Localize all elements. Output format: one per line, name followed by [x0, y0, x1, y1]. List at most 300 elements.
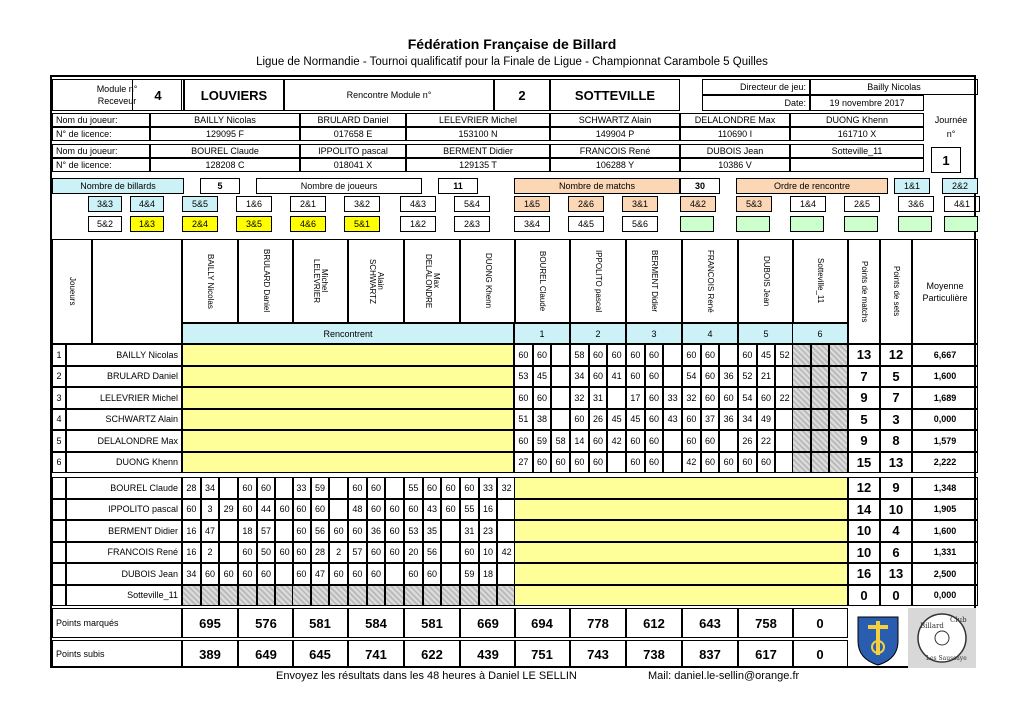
name-label: Nom du joueur:: [52, 144, 150, 158]
points-sets: 12: [880, 344, 912, 366]
score-cell: 60: [607, 344, 626, 366]
row-number-blank: [52, 499, 66, 521]
order-slot: 3&5: [236, 216, 272, 232]
score-cell: [811, 366, 830, 388]
score-cell: 32: [497, 477, 516, 499]
score-cell: 22: [757, 430, 776, 452]
module-label-1: Module n°: [96, 84, 138, 94]
score-cell: [385, 585, 404, 607]
score-cell: [460, 585, 479, 607]
score-cell: 16: [479, 499, 498, 521]
column-away-player-name: BERMENT Didier: [650, 249, 659, 313]
joueurs-text: Joueurs: [68, 277, 77, 306]
score-cell: 60: [329, 563, 348, 585]
order-slot: 1&5: [514, 196, 550, 212]
score-cell: 10: [479, 542, 498, 564]
score-cell: 56: [423, 542, 442, 564]
blank-zone: [182, 366, 514, 388]
score-cell: [219, 542, 238, 564]
score-cell: 60: [626, 452, 645, 474]
order-slot: 4&3: [400, 196, 436, 212]
row-number: 1: [52, 344, 66, 366]
column-away-player-name: IPPOLITO pascal: [594, 249, 603, 313]
score-cell: 60: [367, 542, 386, 564]
home-player-name: DUONG Khenn: [790, 113, 924, 127]
order-slot-empty: [844, 216, 878, 232]
blank-zone: [182, 409, 514, 431]
column-away-player-name: BOUREL Claude: [538, 250, 547, 312]
away-player-name: IPPOLITO pascal: [300, 144, 406, 158]
score-cell: 60: [682, 430, 701, 452]
matchs-count: 30: [680, 178, 720, 194]
score-cell: 16: [182, 542, 201, 564]
away-team: SOTTEVILLE: [550, 79, 680, 111]
row-number: 6: [52, 452, 66, 474]
score-cell: 60: [367, 499, 386, 521]
score-cell: 43: [423, 499, 442, 521]
order-slot: 3&1: [622, 196, 658, 212]
column-number: 6: [792, 323, 848, 344]
score-cell: 49: [757, 409, 776, 431]
points-subis-value: 837: [682, 640, 738, 668]
score-cell: 18: [479, 563, 498, 585]
score-cell: [441, 520, 460, 542]
score-cell: 34: [570, 366, 589, 388]
score-cell: 32: [682, 387, 701, 409]
score-cell: 37: [701, 409, 720, 431]
score-cell: 27: [514, 452, 533, 474]
points-marques-value: 0: [792, 608, 848, 638]
home-player-licence: 153100 N: [406, 127, 550, 141]
order-slot: 2&3: [454, 216, 490, 232]
score-cell: [385, 477, 404, 499]
score-cell: 60: [645, 366, 664, 388]
score-cell: 38: [533, 409, 552, 431]
ordre-1: 1&1: [894, 178, 930, 194]
score-cell: [719, 430, 738, 452]
points-subis-value: 649: [238, 640, 294, 668]
score-cell: 60: [385, 499, 404, 521]
points-sets-text: Points de sets: [892, 266, 901, 317]
score-cell: [219, 477, 238, 499]
row-number-blank: [52, 563, 66, 585]
score-cell: 60: [348, 477, 367, 499]
joueurs-count: 11: [438, 178, 478, 194]
score-cell: [607, 387, 626, 409]
points-sets-header: [880, 239, 912, 344]
score-cell: 56: [311, 520, 330, 542]
coat-of-arms-logo: [850, 611, 906, 667]
score-cell: 34: [182, 563, 201, 585]
score-cell: 60: [238, 499, 257, 521]
points-subis-label: Points subis: [52, 640, 182, 668]
column-home-player-name: BAILLY Nicolas: [206, 253, 215, 309]
score-cell: 32: [570, 387, 589, 409]
journee-label-2: n°: [946, 129, 956, 139]
score-cell: [607, 452, 626, 474]
score-cell: [479, 585, 498, 607]
order-slot: 3&3: [88, 196, 122, 212]
score-cell: [219, 585, 238, 607]
score-cell: 60: [348, 563, 367, 585]
score-cell: [811, 344, 830, 366]
score-cell: 60: [385, 542, 404, 564]
points-marques-value: 758: [738, 608, 794, 638]
score-cell: 34: [201, 477, 220, 499]
score-cell: [719, 344, 738, 366]
score-cell: 2: [329, 542, 348, 564]
score-cell: 42: [682, 452, 701, 474]
ordre-2: 2&2: [942, 178, 978, 194]
points-marques-value: 576: [238, 608, 294, 638]
module-number: 4: [132, 79, 184, 111]
column-away-player: [570, 239, 626, 323]
score-cell: 22: [775, 387, 794, 409]
score-cell: [829, 366, 848, 388]
column-home-player: [460, 239, 516, 323]
score-cell: 60: [311, 499, 330, 521]
score-cell: 60: [589, 452, 608, 474]
blank-zone: [514, 477, 848, 499]
row-number: 5: [52, 430, 66, 452]
score-cell: 60: [514, 344, 533, 366]
moyenne: 1,331: [912, 542, 978, 564]
row-number-blank: [52, 520, 66, 542]
score-cell: 60: [626, 366, 645, 388]
corner-blank: [92, 239, 182, 344]
points-sets: 0: [880, 585, 912, 607]
column-away-player: [682, 239, 738, 323]
score-cell: 33: [479, 477, 498, 499]
score-cell: 60: [701, 344, 720, 366]
score-cell: [663, 366, 682, 388]
score-cell: [663, 344, 682, 366]
points-matchs: 13: [848, 344, 880, 366]
points-sets: 9: [880, 477, 912, 499]
column-number: 3: [626, 323, 682, 344]
order-slot-empty: [898, 216, 932, 232]
row-player-name: BOUREL Claude: [66, 477, 182, 499]
score-cell: [551, 366, 570, 388]
moyenne: 0,000: [912, 585, 978, 607]
score-cell: 60: [626, 344, 645, 366]
ordre-label: Ordre de rencontre: [736, 178, 888, 194]
score-cell: 60: [441, 499, 460, 521]
billards-label: Nombre de billards: [52, 178, 184, 194]
order-slot: 3&2: [344, 196, 380, 212]
points-sets: 10: [880, 499, 912, 521]
score-cell: 42: [607, 430, 626, 452]
score-cell: 60: [367, 563, 386, 585]
points-matchs: 10: [848, 542, 880, 564]
date-value: 19 novembre 2017: [810, 95, 924, 111]
points-sets: 13: [880, 563, 912, 585]
score-cell: [404, 585, 423, 607]
score-cell: [201, 585, 220, 607]
score-cell: 33: [663, 387, 682, 409]
score-cell: 60: [275, 499, 294, 521]
score-cell: [829, 387, 848, 409]
score-cell: [792, 409, 811, 431]
order-slot: 5&2: [88, 216, 122, 232]
score-cell: 60: [385, 520, 404, 542]
column-home-player: [404, 239, 460, 323]
row-number: 3: [52, 387, 66, 409]
score-cell: 31: [589, 387, 608, 409]
matchs-label: Nombre de matchs: [514, 178, 680, 194]
score-cell: 60: [701, 387, 720, 409]
order-slot-empty: [790, 216, 824, 232]
score-cell: [829, 344, 848, 366]
points-subis-value: 0: [792, 640, 848, 668]
score-cell: 60: [329, 520, 348, 542]
away-player-name: Sotteville_11: [790, 144, 924, 158]
away-player-name: BOUREL Claude: [150, 144, 300, 158]
column-away-player: [514, 239, 570, 323]
order-slot: 3&4: [514, 216, 550, 232]
score-cell: 60: [645, 344, 664, 366]
score-cell: 23: [479, 520, 498, 542]
points-marques-label: Points marqués: [52, 608, 182, 638]
home-player-licence: 129095 F: [150, 127, 300, 141]
date-label: Date:: [702, 95, 810, 111]
points-matchs: 16: [848, 563, 880, 585]
points-subis-value: 738: [626, 640, 682, 668]
score-cell: 60: [348, 520, 367, 542]
score-cell: 60: [219, 563, 238, 585]
score-cell: [829, 409, 848, 431]
score-cell: 60: [460, 542, 479, 564]
footer-note: Envoyez les résultats dans les 48 heures à Daniel LE SELLIN: [276, 670, 577, 682]
row-player-name: BRULARD Daniel: [66, 366, 182, 388]
column-away-player-name: FRANCOIS René: [706, 249, 715, 313]
points-marques-value: 643: [682, 608, 738, 638]
score-cell: 60: [551, 452, 570, 474]
score-cell: 43: [663, 409, 682, 431]
score-cell: 29: [219, 499, 238, 521]
score-cell: [441, 542, 460, 564]
score-cell: 34: [738, 409, 757, 431]
points-matchs: 10: [848, 520, 880, 542]
row-number-blank: [52, 477, 66, 499]
score-cell: 45: [607, 409, 626, 431]
score-cell: 60: [682, 344, 701, 366]
score-cell: 60: [570, 452, 589, 474]
home-player-licence: 149904 P: [550, 127, 680, 141]
order-slot-empty: [680, 216, 714, 232]
score-cell: 60: [589, 344, 608, 366]
score-cell: 60: [238, 477, 257, 499]
score-cell: 60: [533, 452, 552, 474]
score-cell: 35: [423, 520, 442, 542]
points-subis-value: 645: [292, 640, 348, 668]
score-cell: 60: [292, 520, 311, 542]
home-player-licence: 017658 E: [300, 127, 406, 141]
column-home-player-first: Alain: [376, 272, 385, 290]
score-cell: 45: [533, 366, 552, 388]
order-slot: 4&5: [568, 216, 604, 232]
points-marques-value: 581: [292, 608, 348, 638]
score-cell: 60: [701, 366, 720, 388]
journee-label: Journée: [934, 115, 968, 125]
moyenne: 1,579: [912, 430, 978, 452]
score-cell: [811, 430, 830, 452]
score-cell: 60: [533, 344, 552, 366]
score-cell: 60: [589, 430, 608, 452]
score-cell: 42: [497, 542, 516, 564]
row-player-name: SCHWARTZ Alain: [66, 409, 182, 431]
score-cell: [238, 585, 257, 607]
column-away-player: [738, 239, 794, 323]
score-cell: [663, 452, 682, 474]
order-slot: 5&4: [454, 196, 490, 212]
score-cell: 60: [701, 452, 720, 474]
score-cell: 60: [275, 542, 294, 564]
score-cell: 20: [404, 542, 423, 564]
moyenne: 2,222: [912, 452, 978, 474]
score-cell: [311, 585, 330, 607]
score-cell: [367, 585, 386, 607]
score-cell: 3: [201, 499, 220, 521]
directeur-name: Bailly Nicolas: [810, 79, 978, 95]
score-cell: 59: [533, 430, 552, 452]
score-cell: 60: [589, 366, 608, 388]
score-cell: 36: [719, 366, 738, 388]
order-slot-empty: [736, 216, 770, 232]
score-cell: 55: [404, 477, 423, 499]
score-cell: 60: [757, 387, 776, 409]
order-slot: 4&6: [290, 216, 326, 232]
away-player-name: FRANCOIS René: [550, 144, 680, 158]
away-player-licence: 128208 C: [150, 158, 300, 172]
score-cell: 2: [201, 542, 220, 564]
blank-zone: [182, 387, 514, 409]
score-cell: [329, 499, 348, 521]
score-sheet: [50, 75, 976, 668]
order-slot: 4&1: [944, 196, 980, 212]
points-sets: 3: [880, 409, 912, 431]
moyenne: 1,905: [912, 499, 978, 521]
home-player-name: BAILLY Nicolas: [150, 113, 300, 127]
score-cell: 60: [201, 563, 220, 585]
column-home-player-name: SCHWARTZ: [368, 258, 377, 304]
score-cell: 60: [460, 477, 479, 499]
column-home-player-name: DUONG Khenn: [484, 253, 493, 309]
column-number: 2: [570, 323, 626, 344]
column-away-player: [792, 239, 848, 323]
points-matchs: 12: [848, 477, 880, 499]
score-cell: 60: [701, 430, 720, 452]
score-cell: 60: [514, 387, 533, 409]
score-cell: 52: [775, 344, 794, 366]
home-player-name: SCHWARTZ Alain: [550, 113, 680, 127]
score-cell: 55: [460, 499, 479, 521]
points-subis-value: 389: [182, 640, 238, 668]
away-player-licence: 10386 V: [680, 158, 790, 172]
points-marques-value: 695: [182, 608, 238, 638]
score-cell: 60: [626, 430, 645, 452]
directeur-label: Directeur de jeu:: [702, 79, 810, 95]
column-home-player-first: Michel: [320, 269, 329, 293]
logo-text-3: Les Saussaye: [926, 655, 967, 662]
order-slot: 2&6: [568, 196, 604, 212]
column-away-player-name: DUBOIS Jean: [762, 255, 771, 307]
points-subis-value: 741: [348, 640, 404, 668]
order-slot: 1&6: [236, 196, 272, 212]
joueurs-label: [52, 239, 92, 344]
score-cell: 53: [514, 366, 533, 388]
points-sets: 6: [880, 542, 912, 564]
score-cell: 60: [257, 563, 276, 585]
order-slot: 5&1: [344, 216, 380, 232]
score-cell: 60: [719, 387, 738, 409]
row-player-name: LELEVRIER Michel: [66, 387, 182, 409]
row-number-blank: [52, 585, 66, 607]
home-player-name: LELEVRIER Michel: [406, 113, 550, 127]
footer-mail: Mail: daniel.le-sellin@orange.fr: [648, 670, 800, 682]
score-cell: 16: [182, 520, 201, 542]
score-cell: 17: [626, 387, 645, 409]
licence-label: N° de licence:: [52, 158, 150, 172]
score-cell: [829, 452, 848, 474]
billards-count: 5: [200, 178, 240, 194]
points-sets: 7: [880, 387, 912, 409]
score-cell: 47: [311, 563, 330, 585]
order-slot: 5&6: [622, 216, 658, 232]
away-number: 2: [494, 79, 550, 111]
points-subis-value: 439: [460, 640, 516, 668]
score-cell: 60: [257, 477, 276, 499]
score-cell: 60: [719, 452, 738, 474]
column-home-player-name: DELALONDRE: [424, 253, 433, 309]
away-player-licence: 106288 Y: [550, 158, 680, 172]
score-cell: 60: [292, 542, 311, 564]
blank-zone: [514, 563, 848, 585]
order-slot: 3&6: [898, 196, 934, 212]
score-cell: 36: [367, 520, 386, 542]
column-home-player: [182, 239, 238, 323]
score-cell: 54: [682, 366, 701, 388]
row-number-blank: [52, 542, 66, 564]
module-label-2: Receveur: [97, 96, 137, 106]
score-cell: 60: [182, 499, 201, 521]
blank-zone: [182, 452, 514, 474]
score-cell: 60: [645, 409, 664, 431]
score-cell: 60: [238, 542, 257, 564]
score-cell: [219, 520, 238, 542]
moyenne-text-1: Moyenne: [926, 280, 964, 291]
score-cell: [329, 585, 348, 607]
points-sets: 8: [880, 430, 912, 452]
billard-club-logo: [908, 608, 976, 668]
score-cell: [811, 452, 830, 474]
home-player-name: BRULARD Daniel: [300, 113, 406, 127]
order-slot: 1&2: [400, 216, 436, 232]
score-cell: [792, 452, 811, 474]
score-cell: 54: [738, 387, 757, 409]
home-player-licence: 110690 I: [680, 127, 790, 141]
score-cell: 60: [645, 387, 664, 409]
blank-zone: [514, 499, 848, 521]
blank-zone: [182, 430, 514, 452]
score-cell: [792, 430, 811, 452]
moyenne: 0,000: [912, 409, 978, 431]
score-cell: 60: [367, 477, 386, 499]
points-marques-value: 669: [460, 608, 516, 638]
column-home-player: [238, 239, 294, 323]
score-cell: 33: [292, 477, 311, 499]
score-cell: 60: [570, 409, 589, 431]
